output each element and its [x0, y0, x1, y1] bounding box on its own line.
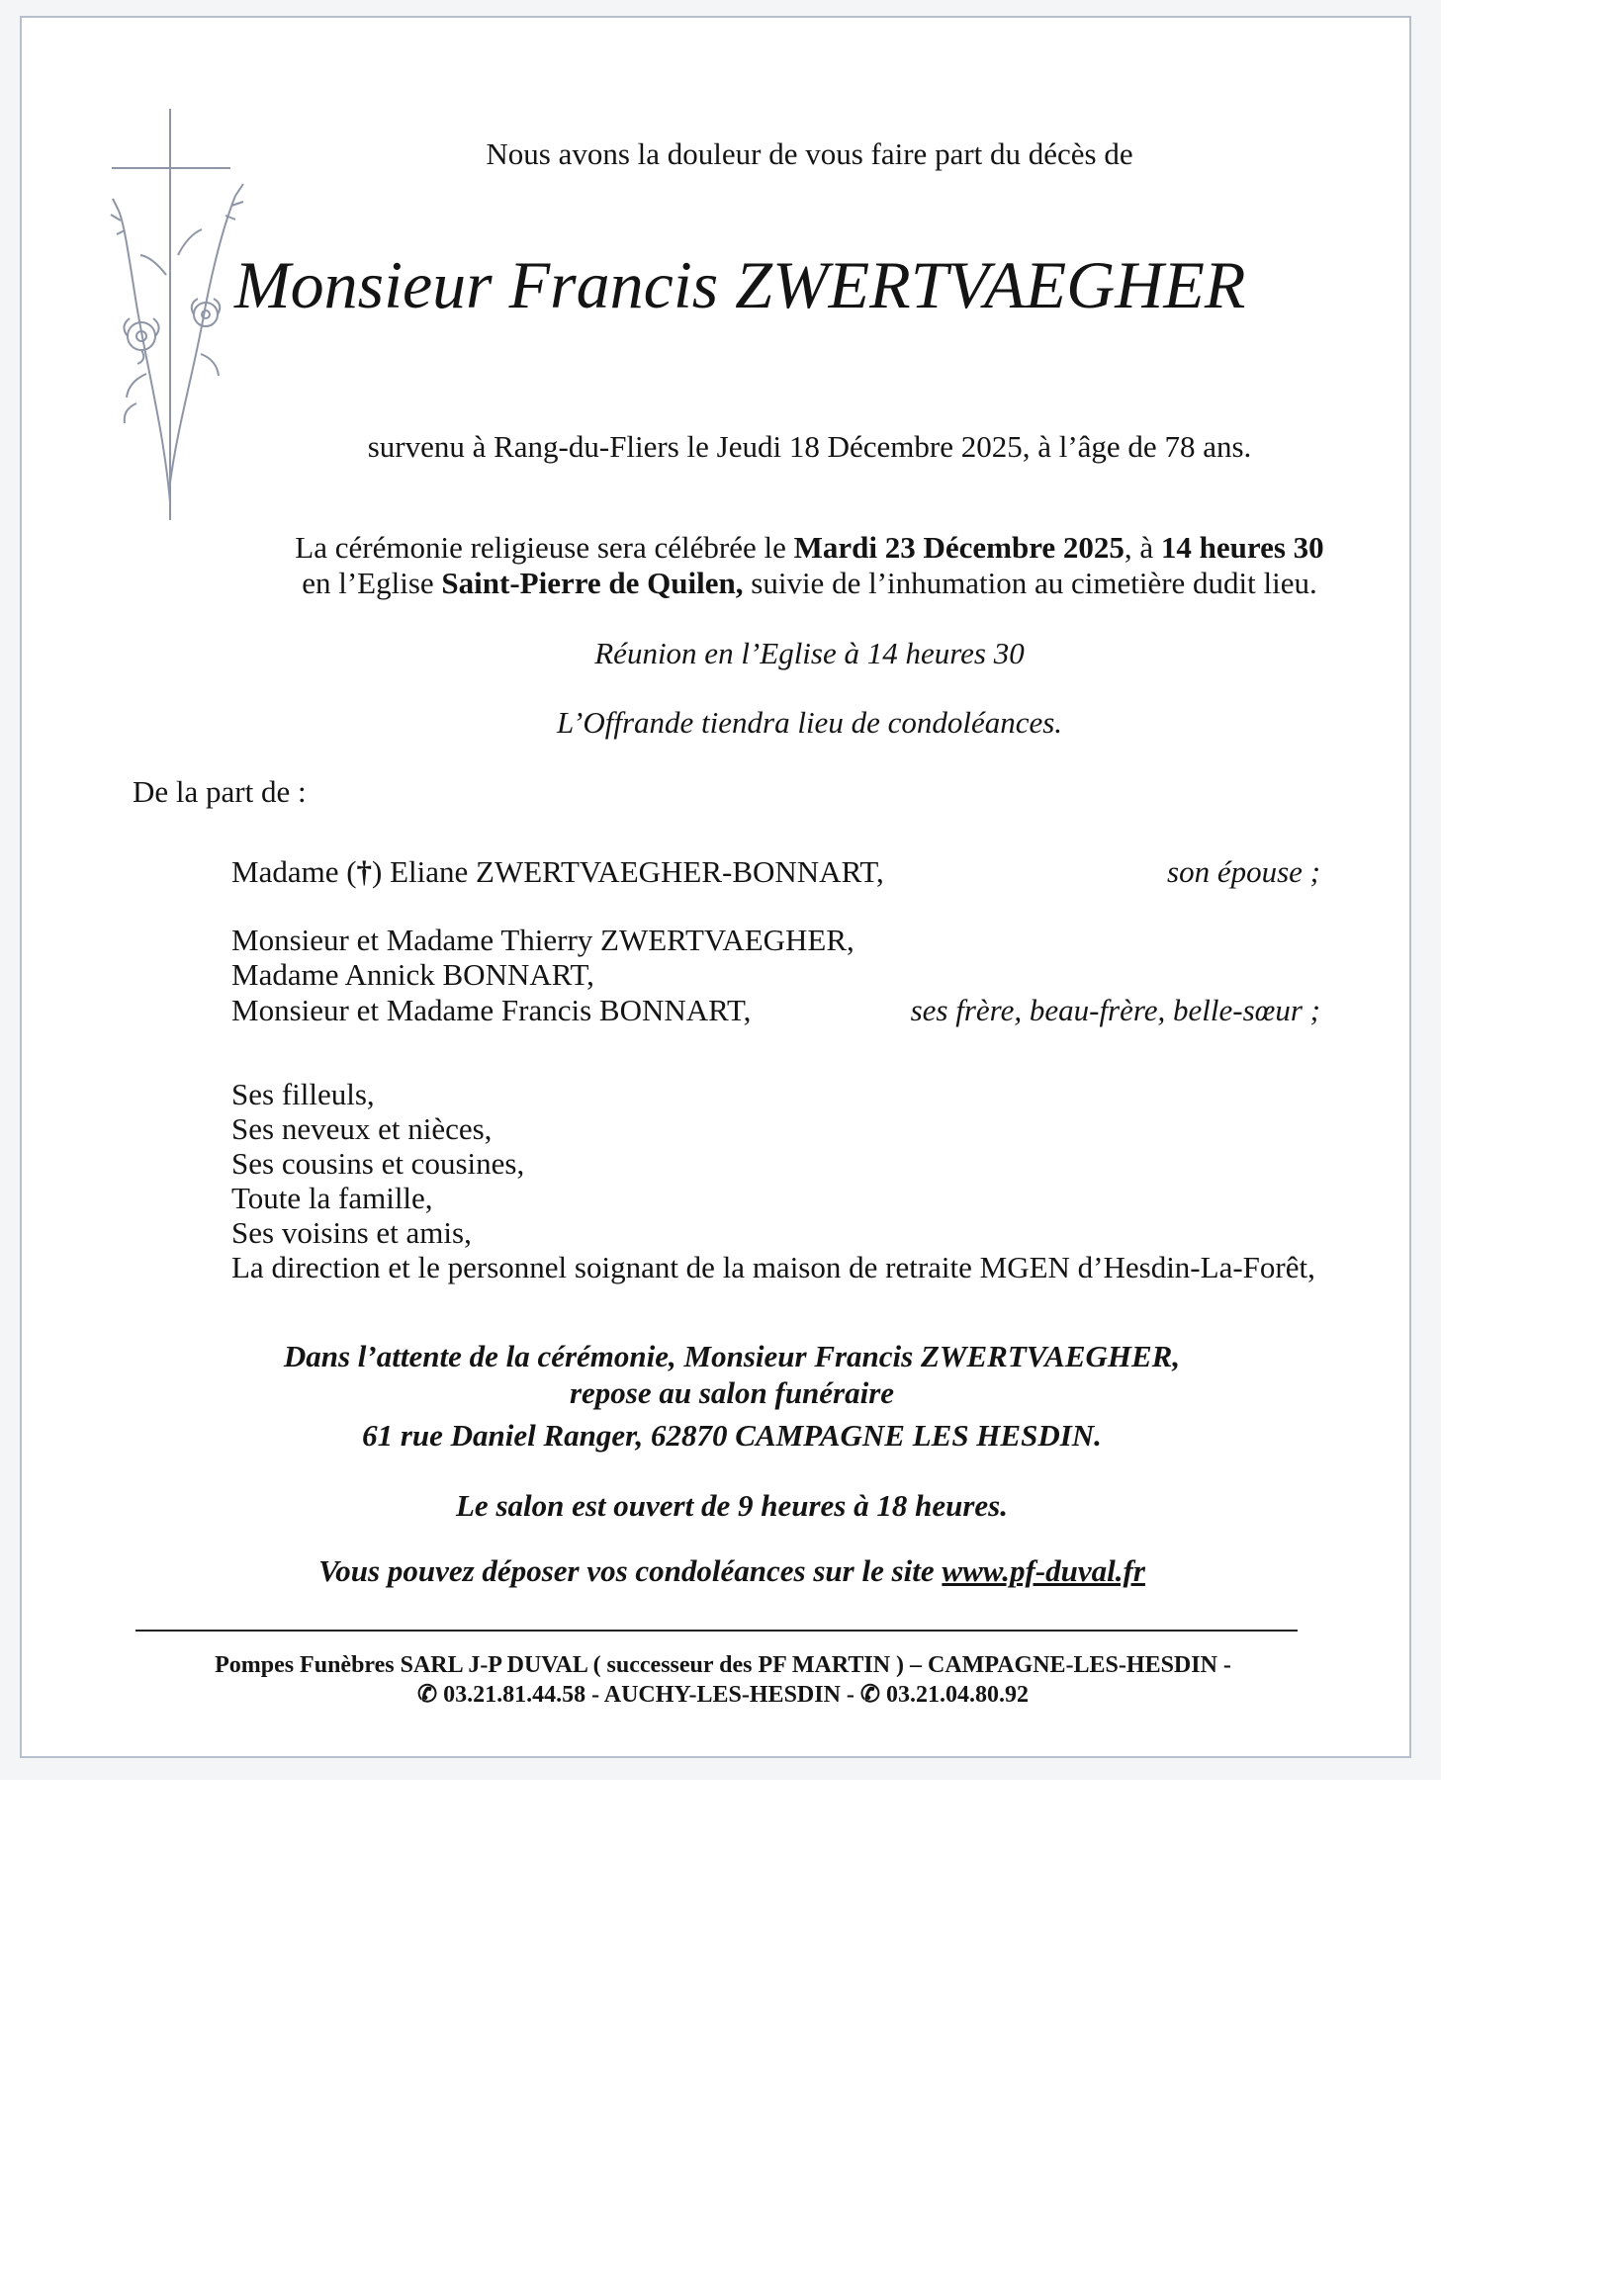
- ceremony-time: 14 heures 30: [1160, 530, 1324, 565]
- ceremony-date: Mardi 23 Décembre 2025: [793, 530, 1124, 565]
- church-name: Saint-Pierre de Quilen,: [441, 566, 744, 600]
- salon-hours: Le salon est ouvert de 9 heures à 18 heures.: [456, 1488, 1008, 1523]
- spouse-line: [231, 854, 884, 890]
- phone-icon: ✆: [859, 1682, 881, 1708]
- church-prefix: en l’Eglise: [302, 566, 442, 600]
- ceremony-mid: , à: [1124, 530, 1161, 565]
- footer-phones: [0, 1680, 1446, 1710]
- spouse-name: ) Eliane ZWERTVAEGHER-BONNART,: [372, 854, 884, 889]
- salon-line-2: repose au salon funéraire: [569, 1375, 895, 1410]
- salon-line-1: Dans l’attente de la cérémonie, Monsieur Francis ZWERTVAEGHER,: [283, 1339, 1181, 1373]
- siblings-relation: ses frère, beau-frère, belle-sœur ;: [910, 993, 1320, 1027]
- footer-company: Pompes Funèbres SARL J-P DUVAL ( successeur des PF MARTIN ) – CAMPAGNE-LES-HESDIN -: [215, 1652, 1231, 1678]
- church-suffix: suivie de l’inhumation au cimetière dudit lieu.: [743, 566, 1317, 600]
- phone-icon: ✆: [416, 1682, 438, 1708]
- family-other-2: Ses neveux et nièces,: [231, 1111, 493, 1146]
- offrande-text: L’Offrande tiendra lieu de condoléances.: [556, 705, 1063, 740]
- condolences-text: Vous pouvez déposer vos condoléances sur le site: [318, 1553, 943, 1588]
- cross-icon: †: [356, 854, 373, 889]
- sibling-line-2: Madame Annick BONNART,: [231, 957, 594, 992]
- spouse-prefix: Madame (: [231, 854, 357, 889]
- family-header: De la part de :: [133, 774, 307, 809]
- phone-number-1: 03.21.81.44.58 - AUCHY-LES-HESDIN -: [437, 1682, 860, 1708]
- condolences-line: [0, 1553, 1464, 1589]
- ceremony-line-2: [0, 566, 1619, 601]
- deceased-name: Monsieur Francis ZWERTVAEGHER: [234, 247, 1246, 322]
- death-details: survenu à Rang-du-Fliers le Jeudi 18 Décembre 2025, à l’âge de 78 ans.: [367, 429, 1252, 464]
- ceremony-line-1: [0, 530, 1619, 566]
- ceremony-prefix: La cérémonie religieuse sera célébrée le: [295, 530, 794, 565]
- spouse-relation: son épouse ;: [1167, 854, 1320, 889]
- reunion-text: Réunion en l’Eglise à 14 heures 30: [594, 636, 1025, 670]
- salon-address: 61 rue Daniel Ranger, 62870 CAMPAGNE LES HESDIN.: [362, 1418, 1102, 1453]
- family-other-3: Ses cousins et cousines,: [231, 1146, 525, 1181]
- intro-text: Nous avons la douleur de vous faire part du décès de: [486, 136, 1133, 171]
- sibling-line-3: Monsieur et Madame Francis BONNART,: [231, 993, 752, 1027]
- family-other-5: Ses voisins et amis,: [231, 1215, 472, 1250]
- website-link[interactable]: www.pf-duval.fr: [942, 1553, 1145, 1588]
- phone-number-2: 03.21.04.80.92: [880, 1682, 1030, 1708]
- family-other-1: Ses filleuls,: [231, 1077, 375, 1111]
- footer-divider: [135, 1630, 1298, 1632]
- family-other-4: Toute la famille,: [231, 1181, 433, 1215]
- family-other-6: La direction et le personnel soignant de la maison de retraite MGEN d’Hesdin-La-Forêt,: [231, 1250, 1315, 1284]
- sibling-line-1: Monsieur et Madame Thierry ZWERTVAEGHER,: [231, 923, 854, 957]
